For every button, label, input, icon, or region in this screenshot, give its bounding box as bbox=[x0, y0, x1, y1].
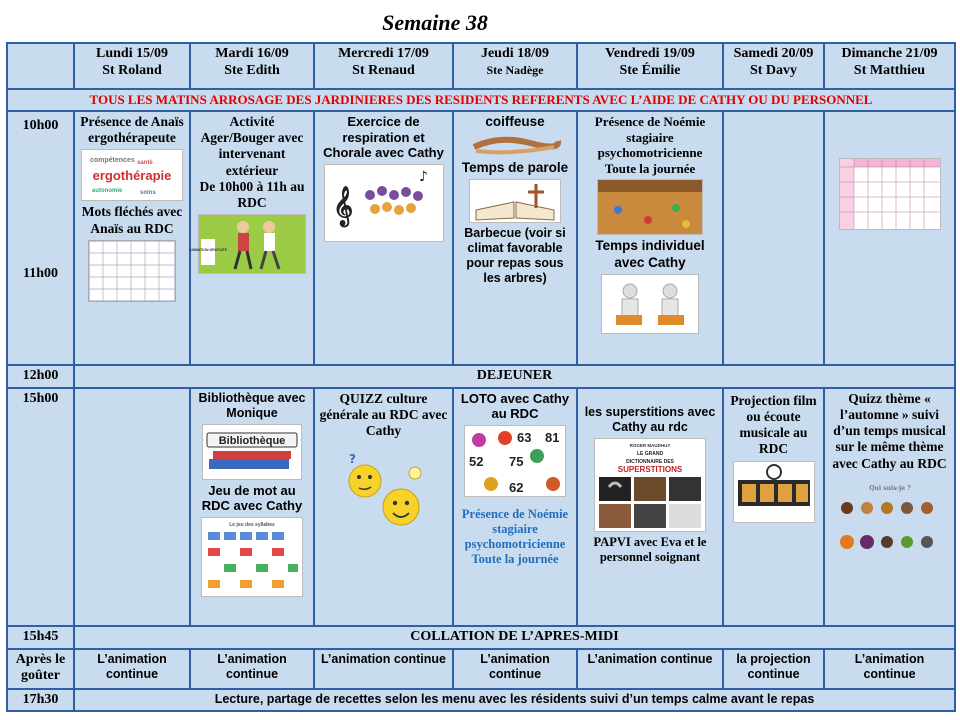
thursday-morning: coiffeuse Temps de parole Barbecue (voir si climat favorable pour repas sous les arbres) bbox=[453, 111, 577, 365]
hairdresser-image bbox=[470, 133, 560, 157]
lunch-row bbox=[7, 365, 955, 388]
time-morning: 10h00 11h00 bbox=[7, 111, 74, 365]
crossword-image bbox=[88, 240, 176, 302]
day-header-monday: Lundi 15/09 St Roland bbox=[74, 43, 190, 89]
loto-image bbox=[464, 425, 566, 497]
corner-cell bbox=[7, 43, 74, 89]
day-header-sunday: Dimanche 21/09 St Matthieu bbox=[824, 43, 955, 89]
word-game-image bbox=[201, 517, 303, 597]
svg-text:♪: ♪ bbox=[418, 168, 428, 185]
after-saturday: la projection continue bbox=[723, 649, 824, 689]
collation-label: COLLATION DE L’APRES-MIDI bbox=[74, 626, 955, 649]
after-sunday: L’animation continue bbox=[824, 649, 955, 689]
autumn-quiz-image bbox=[835, 480, 945, 566]
svg-text:81: 81 bbox=[545, 429, 560, 445]
tuesday-morning: Activité Ager/Bouger avec intervenant extérieur De 10h00 à 11h au RDC ANIMATION GRATUITE bbox=[190, 111, 314, 365]
time-afternoon: 15h00 bbox=[7, 388, 74, 626]
day-header-saturday: Samedi 20/09 St Davy bbox=[723, 43, 824, 89]
morning-row bbox=[7, 111, 955, 365]
choir-image bbox=[324, 164, 444, 242]
svg-text:𝄞: 𝄞 bbox=[332, 185, 353, 226]
friday-morning: Présence de Noémie stagiaire psychomotricienne Toute la journée Temps individuel avec Cathy bbox=[577, 111, 723, 365]
menu-table-image bbox=[839, 158, 941, 230]
dance-activity-image bbox=[188, 214, 306, 274]
monday-afternoon bbox=[74, 388, 190, 626]
wednesday-morning: Exercice de respiration et Chorale avec Cathy 𝄞 ♪ bbox=[314, 111, 453, 365]
saturday-afternoon: Projection film ou écoute musicale au RDC bbox=[723, 388, 824, 626]
after-friday: L’animation continue bbox=[577, 649, 723, 689]
thursday-afternoon: LOTO avec Cathy au RDC 63 81 52 75 62 Présence de Noémie stagiaire psychomotricienne Toute la journée bbox=[453, 388, 577, 626]
saturday-morning bbox=[723, 111, 824, 365]
day-header-tuesday: Mardi 16/09 Ste Edith bbox=[190, 43, 314, 89]
svg-text:autonomie: autonomie bbox=[92, 188, 123, 195]
day-header-thursday: Jeudi 18/09 Ste Nadège bbox=[453, 43, 577, 89]
svg-text:75: 75 bbox=[509, 453, 524, 469]
svg-text:soins: soins bbox=[140, 190, 156, 197]
sunday-morning bbox=[824, 111, 955, 365]
svg-text:63: 63 bbox=[517, 429, 532, 445]
collation-row bbox=[7, 626, 955, 649]
page-title: Semaine 38 bbox=[382, 10, 488, 35]
after-wednesday: L’animation continue bbox=[314, 649, 453, 689]
library-image bbox=[202, 424, 302, 480]
superstitions-book-image bbox=[594, 438, 706, 532]
svg-text:ANIMATION GRATUITE: ANIMATION GRATUITE bbox=[188, 248, 228, 253]
time-noon: 12h00 bbox=[7, 365, 74, 388]
day-header-friday: Vendredi 19/09 Ste Émilie bbox=[577, 43, 723, 89]
lunch-label: DEJEUNER bbox=[74, 365, 955, 388]
evening-activity: Lecture, partage de recettes selon les menu avec les résidents suivi d’un temps calme avant le repas bbox=[74, 689, 955, 712]
svg-text:ergothérapie: ergothérapie bbox=[92, 168, 172, 184]
svg-text:Le jeu des syllabes: Le jeu des syllabes bbox=[229, 521, 275, 528]
svg-text:62: 62 bbox=[509, 479, 524, 495]
quiz-smileys-image bbox=[337, 451, 431, 531]
daily-notice: TOUS LES MATINS ARROSAGE DES JARDINIERES DES RESIDENTS REFERENTS AVEC L’AIDE DE CATHY OU DU PERSONNEL bbox=[7, 89, 955, 111]
after-tuesday: L’animation continue bbox=[190, 649, 314, 689]
svg-text:ROGER MAUDHUY: ROGER MAUDHUY bbox=[629, 442, 671, 448]
weekly-schedule-table bbox=[6, 42, 956, 712]
psychomotricity-room-image bbox=[597, 179, 703, 235]
header-row bbox=[7, 43, 955, 89]
projection-image bbox=[733, 461, 815, 523]
svg-text:52: 52 bbox=[469, 453, 484, 469]
after-snack-row bbox=[7, 649, 955, 689]
tuesday-afternoon: Bibliothèque avec Monique Bibliothèque Jeu de mot au RDC avec Cathy Le jeu des syllabes bbox=[190, 388, 314, 626]
time-after-snack: Après le goûter bbox=[7, 649, 74, 689]
friday-afternoon: les superstitions avec Cathy au rdc ROGER MAUDHUY LE GRAND DICTIONNAIRE DES SUPERSTITIONS PAPVI avec Eva et le personnel soignant bbox=[577, 388, 723, 626]
monday-morning: Présence de Anaïs ergothérapeute compétences santé ergothérapie autonomie soins Mots fléchés avec Anaïs au RDC bbox=[74, 111, 190, 365]
open-book-image bbox=[469, 179, 561, 223]
ergotherapy-image bbox=[81, 149, 183, 201]
svg-text:Bibliothèque: Bibliothèque bbox=[218, 434, 286, 447]
evening-row bbox=[7, 689, 955, 712]
svg-text:Qui suis-je ?: Qui suis-je ? bbox=[868, 484, 911, 492]
svg-text:DICTIONNAIRE DES: DICTIONNAIRE DES bbox=[626, 458, 674, 465]
svg-text:?: ? bbox=[348, 452, 356, 467]
after-thursday: L’animation continue bbox=[453, 649, 577, 689]
after-monday: L’animation continue bbox=[74, 649, 190, 689]
afternoon-row bbox=[7, 388, 955, 626]
svg-text:compétences: compétences bbox=[90, 157, 135, 165]
wednesday-afternoon: QUIZZ culture générale au RDC avec Cathy ? bbox=[314, 388, 453, 626]
sunday-afternoon: Quizz thème « l’automne » suivi d’un temps musical sur le même thème avec Cathy au RDC Qui suis-je ? bbox=[824, 388, 955, 626]
svg-text:santé: santé bbox=[137, 160, 153, 167]
svg-text:SUPERSTITIONS: SUPERSTITIONS bbox=[617, 464, 683, 474]
time-evening: 17h30 bbox=[7, 689, 74, 712]
individual-time-image bbox=[601, 274, 699, 334]
svg-text:LE GRAND: LE GRAND bbox=[636, 450, 664, 457]
day-header-wednesday: Mercredi 17/09 St Renaud bbox=[314, 43, 453, 89]
time-collation: 15h45 bbox=[7, 626, 74, 649]
